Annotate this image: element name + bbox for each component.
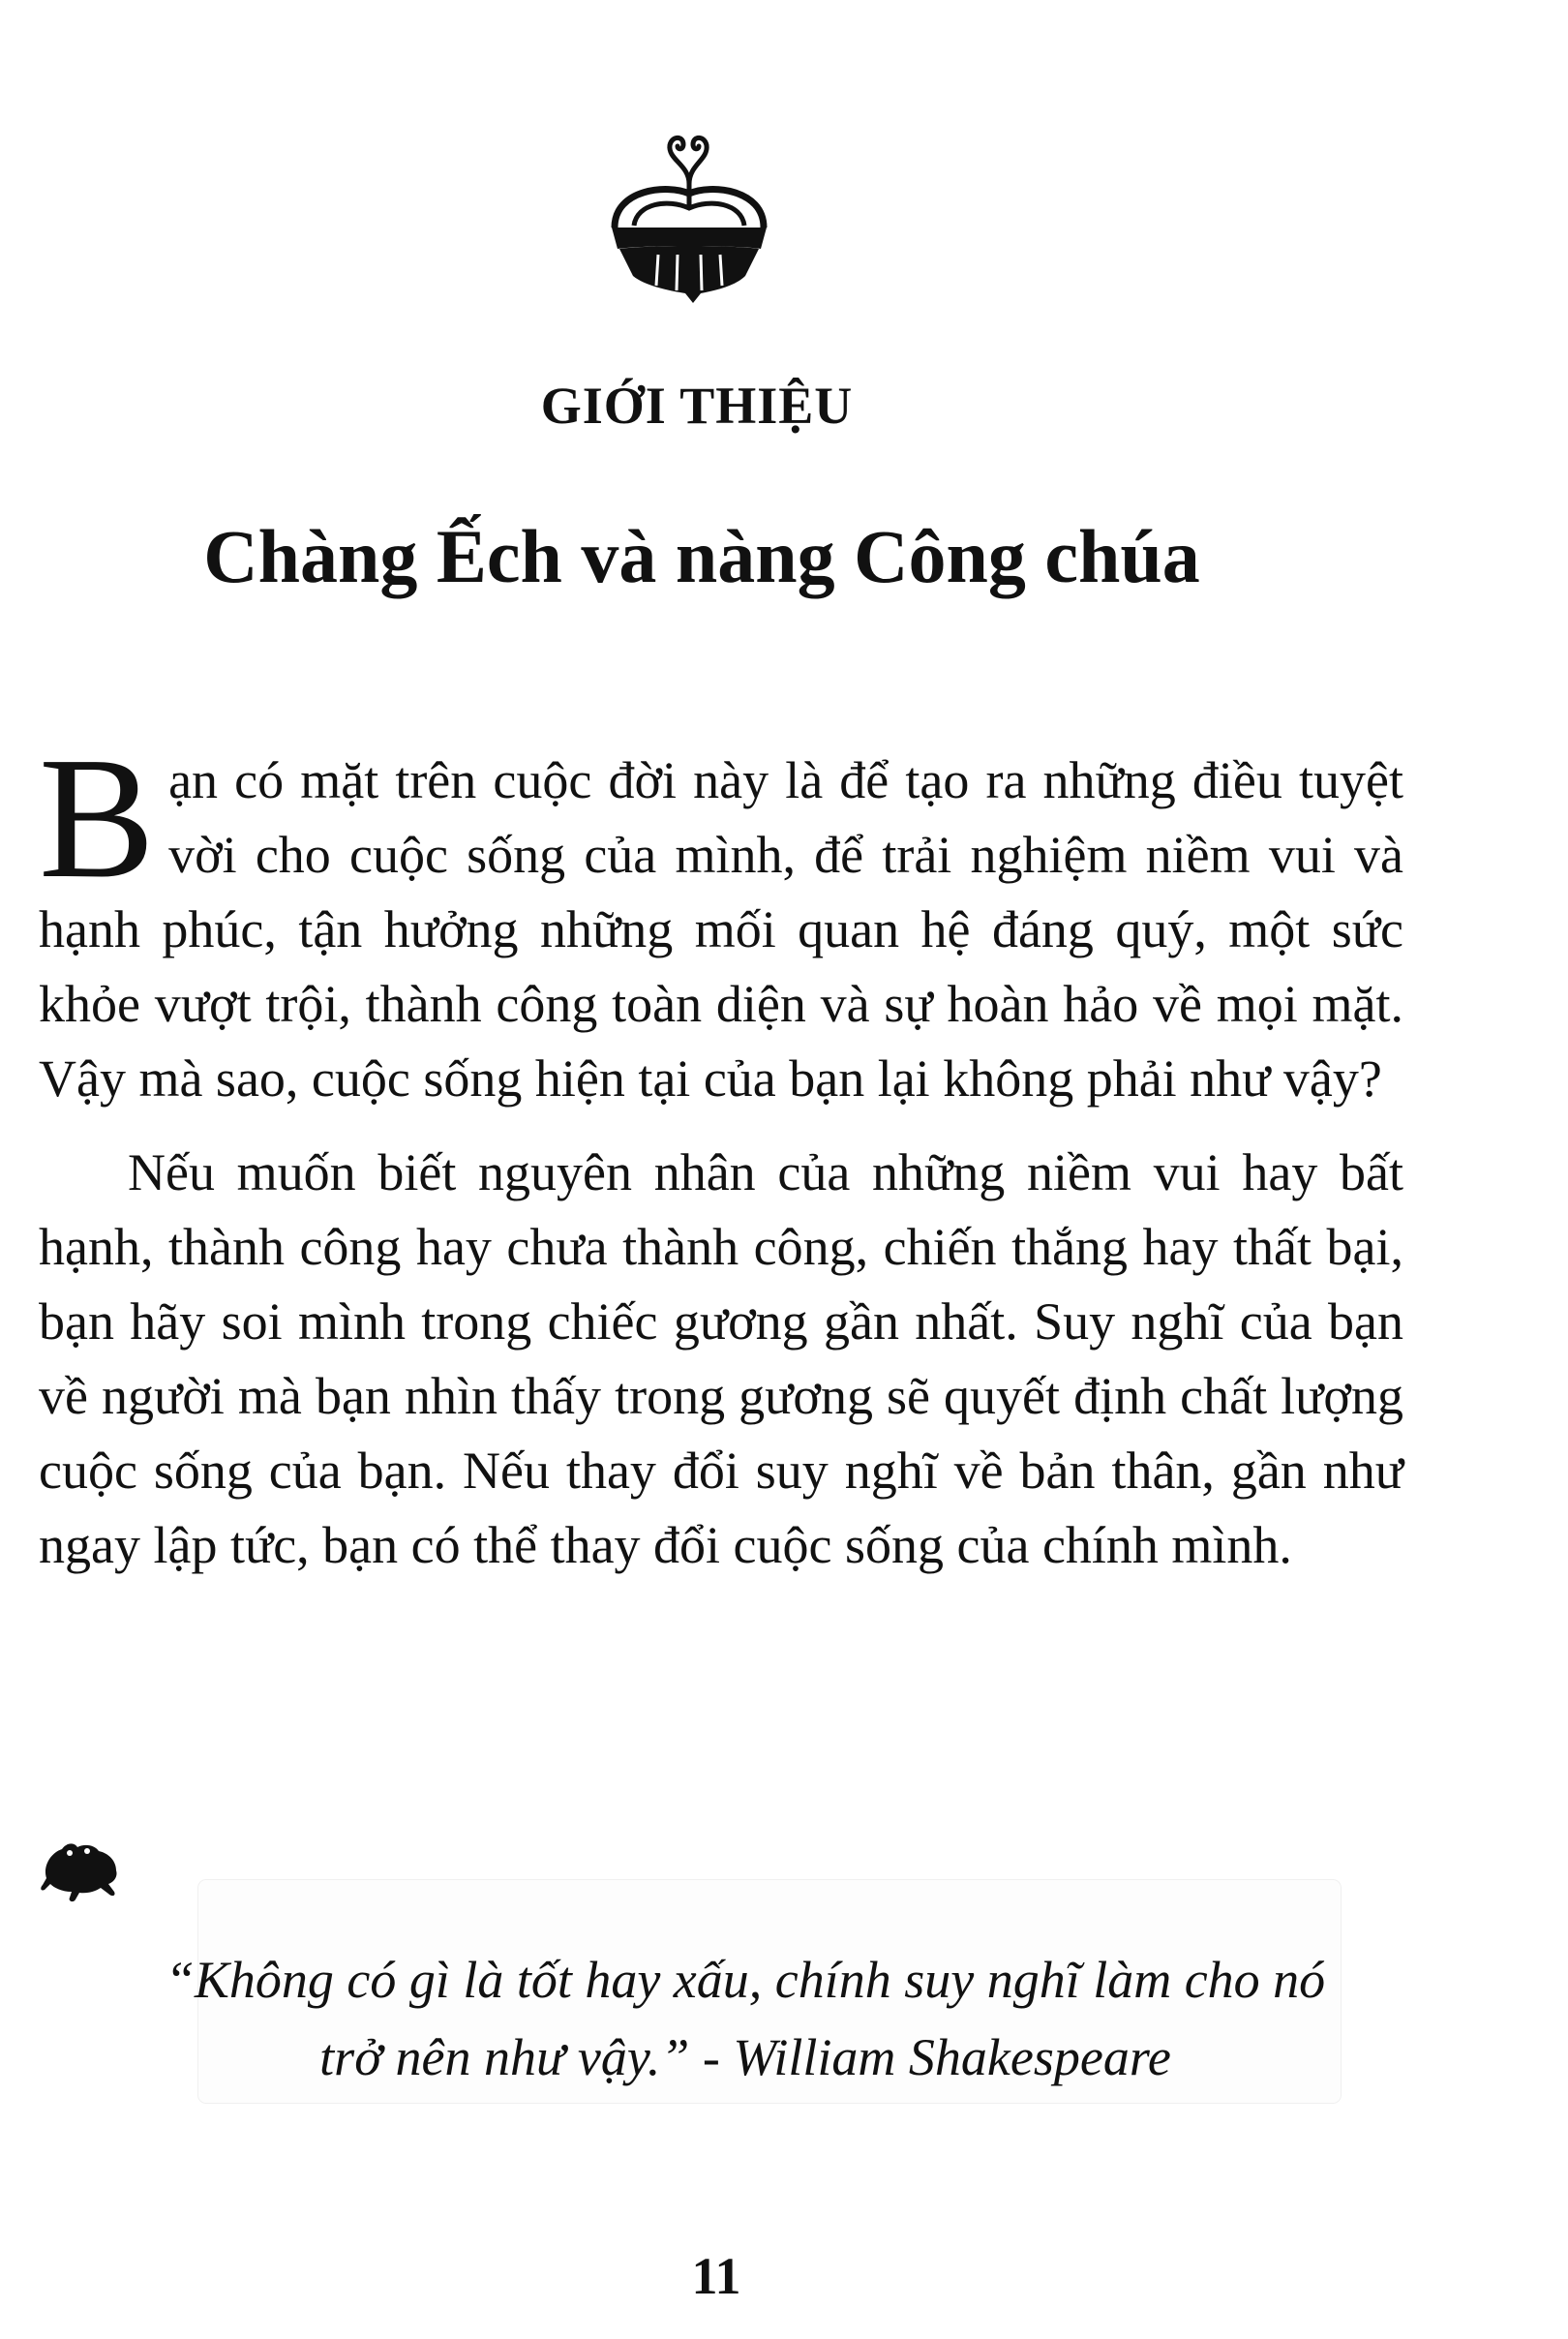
- paragraph-1: [39, 721, 1403, 1116]
- quote: [145, 1941, 1345, 2096]
- drop-cap: B: [39, 721, 156, 914]
- chapter-title: Chàng Ếch và nàng Công chúa: [203, 514, 1200, 598]
- paragraph-2: Nếu muốn biết nguyên nhân của những niềm vui hay bất hạnh, thành công hay chưa thành công, chiến thắng hay thất bại, bạn hãy soi mình trong chiếc gương gần nhất. Suy nghĩ của bạn về người mà bạn nhìn thấy trong gương sẽ quyết định chất lượng cuộc sống của bạn. Nếu thay đổi suy nghĩ về bản thân, gần như ngay lập tức, bạn có thể thay đổi cuộc sống của chính mình.: [39, 1143, 1403, 1574]
- quote-line-2: trở nên như vậy.” - William Shakespeare: [319, 2028, 1171, 2086]
- section-label: GIỚI THIỆU: [540, 377, 854, 435]
- body-text: [39, 721, 1403, 1583]
- crown-icon: [600, 131, 774, 305]
- frog-icon: [41, 1839, 122, 1903]
- quote-line-1: “Không có gì là tốt hay xấu, chính suy nghĩ làm cho nó: [165, 1951, 1326, 2009]
- page-number: 11: [691, 2247, 741, 2305]
- paragraph-1-text: ạn có mặt trên cuộc đời này là để tạo ra những điều tuyệt vời cho cuộc sống của mình, để trải nghiệm niềm vui và hạnh phúc, tận hưởng những mối quan hệ đáng quý, một sức khỏe vượt trội, thành công toàn diện và sự hoàn hảo về mọi mặt. Vậy mà sao, cuộc sống hiện tại của bạn lại không phải như vậy?: [39, 751, 1403, 1108]
